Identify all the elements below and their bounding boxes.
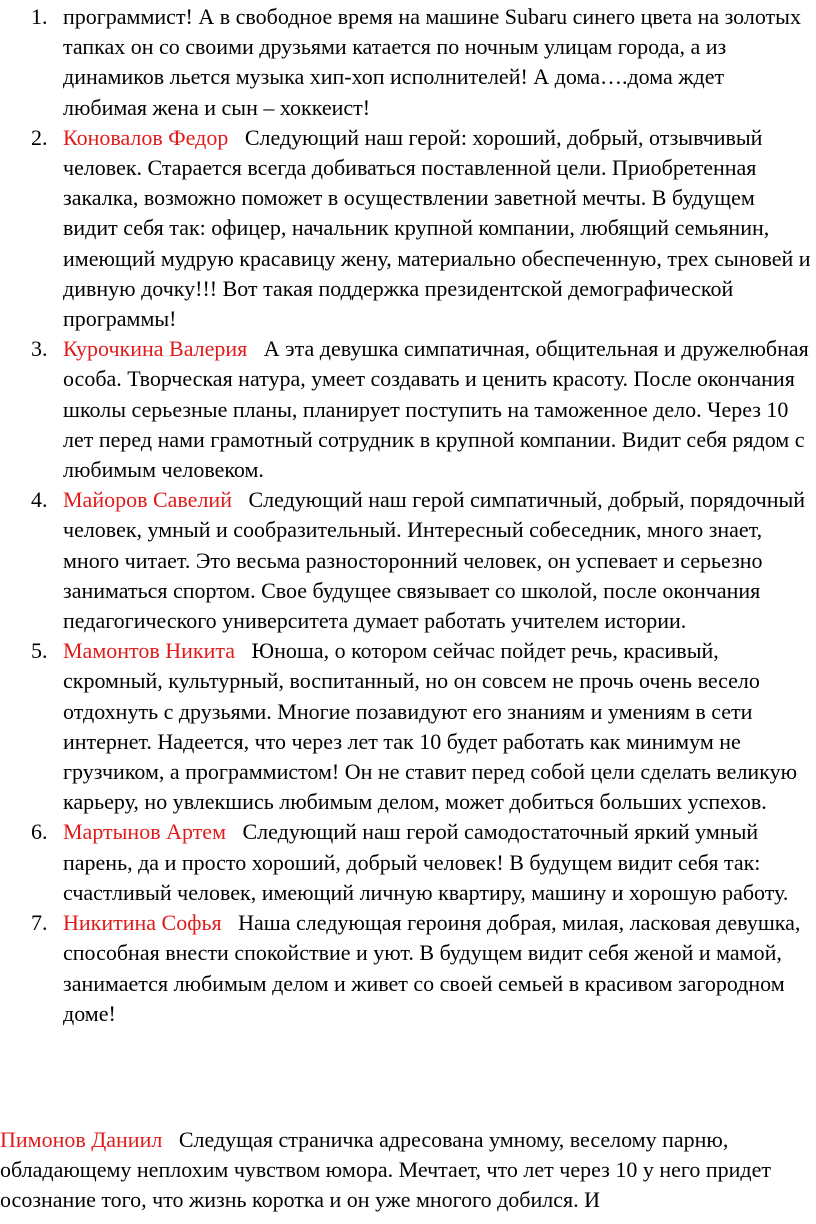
paragraph-text: Следущая страничка адресована умному, веселому парню, обладающему неплохим чувством юмора. Мечтает, что лет через 10 у него придет осознание того, что жизнь коротка и он уже многого добился. И [0, 1127, 771, 1213]
student-name: Никитина Софья [63, 910, 222, 936]
student-name: Курочкина Валерия [63, 336, 248, 362]
item-text: А эта девушка симпатичная, общительная и дружелюбная особа. Творческая натура, умеет создавать и ценить красоту. После окончания школы серьезные планы, планирует поступить на таможенное дело. Через 10 лет перед нами грамотный сотрудник в крупной компании. Видит себя рядом с любимым человеком. [63, 336, 809, 483]
item-number: 6. [31, 819, 48, 845]
list-item [0, 636, 816, 817]
student-name: Мамонтов Никита [63, 638, 236, 664]
item-number: 5. [31, 638, 48, 664]
item-number: 4. [31, 487, 48, 513]
student-name: Майоров Савелий [63, 487, 232, 513]
list-item [0, 123, 816, 334]
item-text: Следующий наш герой симпатичный, добрый, порядочный человек, умный и сообразительный. Интересный собеседник, много знает, много читает. Это весьма разносторонний человек, он успевает и серьезно заниматься спортом. Свое будущее связывает со школой, после окончания педагогического университета думает работать учителем истории. [63, 487, 806, 634]
item-text: Следующий наш герой: хороший, добрый, отзывчивый человек. Старается всегда добиваться поставленной цели. Приобретенная закалка, возможно поможет в осуществлении заветной мечты. В будущем видит себя так: офицер, начальник крупной компании, любящий семьянин, имеющий мудрую красавицу жену, материально обеспеченную, трех сыновей и дивную дочку!!! Вот такая поддержка президентской демографической программы! [63, 124, 811, 332]
item-number: 2. [31, 124, 48, 150]
item-text: Следующий наш герой самодостаточный яркий умный парень, да и просто хороший, добрый человек! В будущем видит себя так: счастливый человек, имеющий личную квартиру, машину и хорошую работу. [63, 819, 789, 905]
item-number: 7. [31, 910, 48, 936]
student-name: Мартынов Артем [63, 819, 226, 845]
list-item [0, 908, 816, 1029]
student-name: Пимонов Даниил [0, 1127, 163, 1152]
item-number: 1. [31, 4, 48, 29]
item-text: программист! А в свободное время на машине Subaru синего цвета на золотых тапках он со своими друзьями катается по ночным улицам города, а из динамиков льется музыка хип-хоп исполнителей! А дома….дома ждет любимая жена и сын – хоккеист! [63, 4, 801, 120]
item-number: 3. [31, 336, 48, 362]
list-item [0, 485, 816, 636]
list-item [0, 334, 816, 485]
item-text: Юноша, о котором сейчас пойдет речь, красивый, скромный, культурный, воспитанный, но он совсем не прочь очень весело отдохнуть с друзьями. Многие позавидуют его знаниям и умениям в сети интернет. Надеется, что через лет так 10 будет работать как минимум не грузчиком, а программистом! Он не ставит перед собой цели сделать великую карьеру, но увлекшись любимым делом, может добиться больших успехов. [63, 638, 798, 815]
list-item [0, 2, 816, 123]
item-text: Наша следующая героиня добрая, милая, ласковая девушка, способная внести спокойствие и уют. В будущем видит себя женой и мамой, занимается любимым делом и живет со своей семьей в красивом загородном доме! [63, 910, 801, 1026]
student-name: Коновалов Федор [63, 124, 229, 150]
list-item [0, 817, 816, 908]
student-list [0, 2, 816, 1029]
closing-paragraph [0, 1125, 816, 1216]
